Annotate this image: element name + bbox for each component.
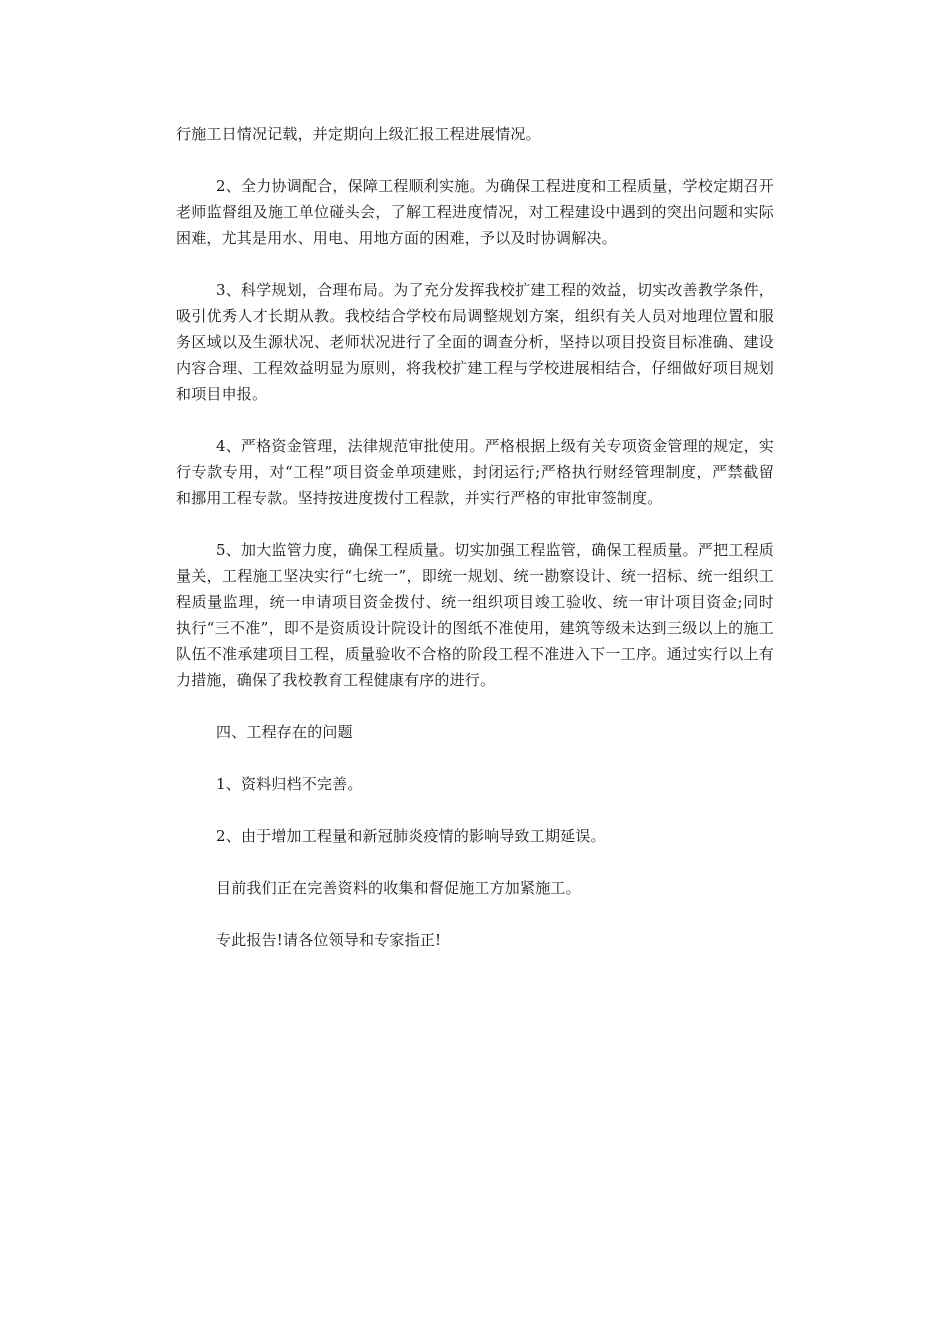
paragraph-item-2: 2、全力协调配合，保障工程顺利实施。为确保工程进度和工程质量，学校定期召开老师监督组及施工单位碰头会，了解工程进度情况，对工程建设中遇到的突出问题和实际困难，尤其是用水、用电、用地方面的困难，予以及时协调解决。 (176, 177, 774, 247)
paragraph-item-3: 3、科学规划，合理布局。为了充分发挥我校扩建工程的效益，切实改善教学条件，吸引优秀人才长期从教。我校结合学校布局调整规划方案，组织有关人员对地理位置和服务区域以及生源状况、老师状况进行了全面的调查分析，坚持以项目投资目标准确、建设内容合理、工程效益明显为原则，将我校扩建工程与学校进展相结合，仔细做好项目规划和项目申报。 (176, 281, 774, 403)
problem-item-2: 2、由于增加工程量和新冠肺炎疫情的影响导致工期延误。 (216, 827, 606, 845)
paragraph-continuation: 行施工日情况记载，并定期向上级汇报工程进展情况。 (176, 125, 541, 143)
document-body (176, 121, 774, 979)
current-action-paragraph: 目前我们正在完善资料的收集和督促施工方加紧施工。 (216, 879, 581, 897)
paragraph-item-5: 5、加大监管力度，确保工程质量。切实加强工程监管，确保工程质量。严把工程质量关，工程施工坚决实行“七统一”，即统一规划、统一勘察设计、统一招标、统一组织工程质量监理，统一申请项目资金拨付、统一组织项目竣工验收、统一审计项目资金;同时执行“三不准”，即不是资质设计院设计的图纸不准使用，建筑等级未达到三级以上的施工队伍不准承建项目工程，质量验收不合格的阶段工程不准进入下一工序。通过实行以上有力措施，确保了我校教育工程健康有序的进行。 (176, 541, 774, 689)
section-heading-problems: 四、工程存在的问题 (216, 723, 353, 741)
closing-remark: 专此报告!请各位领导和专家指正! (216, 931, 442, 949)
paragraph-item-4: 4、严格资金管理，法律规范审批使用。严格根据上级有关专项资金管理的规定，实行专款专用，对“工程”项目资金单项建账，封闭运行;严格执行财经管理制度，严禁截留和挪用工程专款。坚持按进度拨付工程款，并实行严格的审批审签制度。 (176, 437, 774, 507)
problem-item-1: 1、资料归档不完善。 (216, 775, 363, 793)
